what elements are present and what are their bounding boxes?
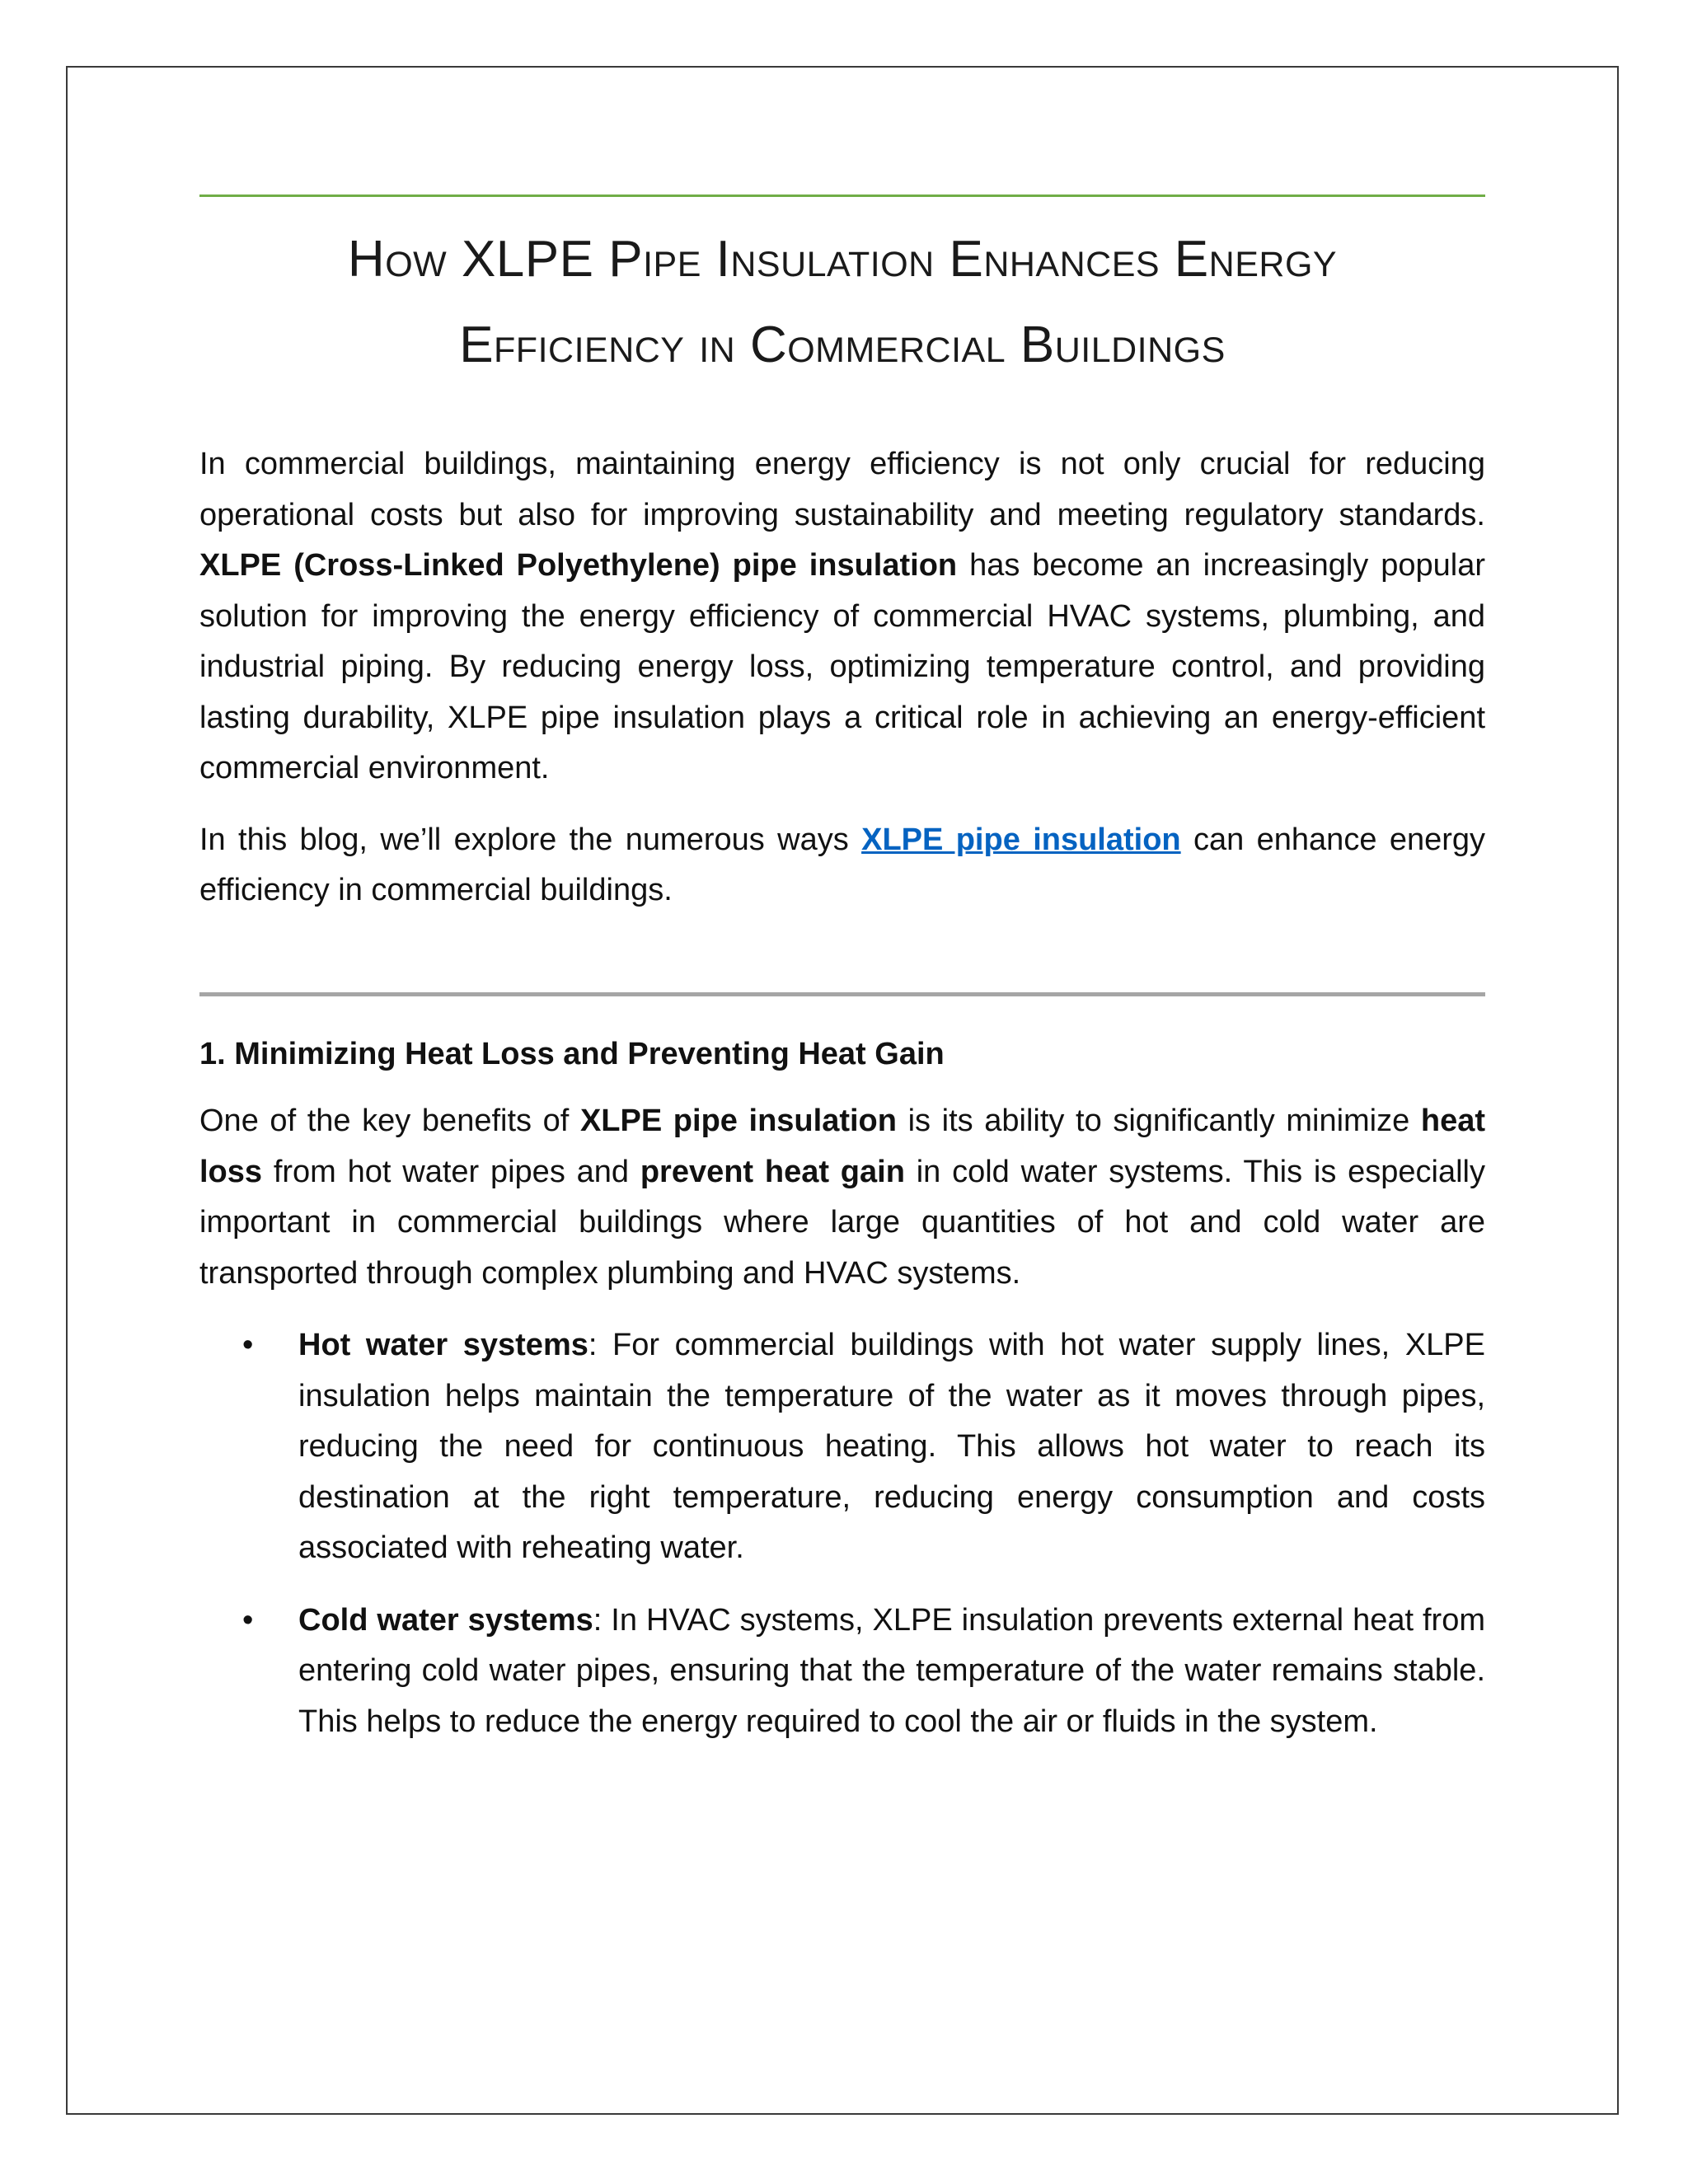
section-1-bold-2: heat loss — [199, 1104, 1486, 1189]
bullet-hot-water-systems — [199, 1320, 1485, 1574]
section-1-paragraph — [199, 1096, 1485, 1299]
title-line-2: Efficiency in Commercial Buildings — [459, 316, 1226, 373]
section-1-heading: 1. Minimizing Heat Loss and Preventing Heat Gain — [199, 1036, 945, 1071]
intro-text-start: In commercial buildings, maintaining energy efficiency is not only crucial for reducing operational costs but also for improving sustainability and meeting regulatory standards. — [199, 447, 1485, 532]
title-line-1: How XLPE Pipe Insulation Enhances Energy — [347, 231, 1338, 288]
intro-paragraph — [199, 439, 1485, 794]
bullet-cold-water-systems — [199, 1596, 1485, 1748]
section-1-text-3: from hot water pipes and — [262, 1154, 640, 1189]
bullet-dot-icon: • — [242, 1328, 254, 1362]
bullet-term: Cold water systems — [298, 1602, 593, 1638]
section-1-text-4: in cold water systems. This is especially important in commercial buildings where large quantities of hot and cold water are transported through complex plumbing and HVAC systems. — [199, 1154, 1485, 1291]
bullet-dot-icon: • — [242, 1602, 254, 1638]
document-body — [199, 194, 1485, 1769]
intro-text-end: has become an increasingly popular solution for improving the energy efficiency of commercial HVAC systems, plumbing, and industrial piping. By reducing energy loss, optimizing temperature control, and providing lasting durability, XLPE pipe insulation plays a critical role in achieving an energy-efficient commercial environment. — [199, 548, 1485, 785]
overview-text-end: can enhance energy efficiency in commercial buildings. — [199, 822, 1486, 907]
blog-overview-paragraph — [199, 815, 1485, 916]
document-title — [199, 217, 1485, 388]
section-divider — [199, 992, 1485, 996]
section-1-bullet-list — [199, 1320, 1485, 1747]
section-1-bold-3: prevent heat gain — [640, 1154, 905, 1189]
section-1-text-2: is its ability to significantly minimize — [896, 1104, 1421, 1138]
overview-text-start: In this blog, we’ll explore the numerous ways — [199, 822, 862, 857]
title-top-rule — [199, 194, 1485, 197]
bullet-term: Hot water systems — [298, 1328, 588, 1362]
section-1-text-1: One of the key benefits of — [199, 1104, 580, 1138]
xlpe-pipe-insulation-link[interactable]: XLPE pipe insulation — [861, 822, 1181, 857]
bullet-text: : For commercial buildings with hot water supply lines, XLPE insulation helps maintain the temperature of the water as it moves through pipes, reducing the need for continuous heating. This allows hot water to reach its destination at the right temperature, reducing energy consumption and costs associated with reheating water. — [298, 1328, 1485, 1565]
intro-bold-term: XLPE (Cross-Linked Polyethylene) pipe insulation — [199, 548, 958, 583]
bullet-text: : In HVAC systems, XLPE insulation prevents external heat from entering cold water pipes, ensuring that the temperature of the water remains stable. This helps to reduce the energy required to cool the air or fluids in the system. — [298, 1602, 1486, 1739]
section-1-bold-1: XLPE pipe insulation — [579, 1104, 897, 1138]
